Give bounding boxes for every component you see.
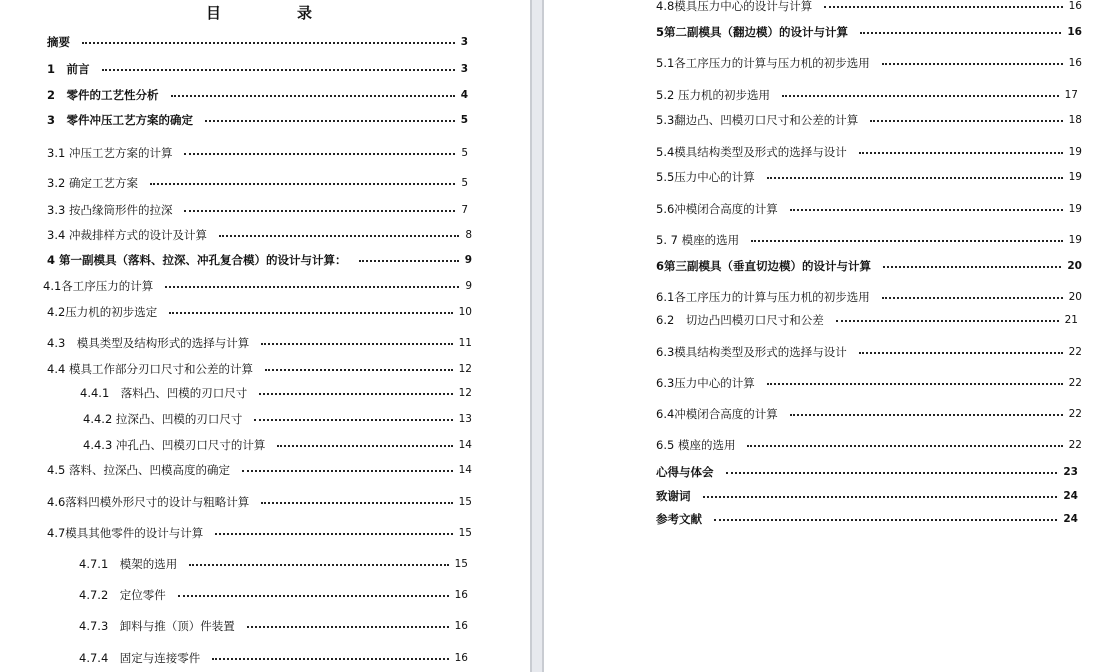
toc-entry-page-number: 11 — [458, 337, 472, 349]
toc-entry-page-number: 5 — [460, 114, 468, 126]
toc-entry-page-number: 16 — [1068, 0, 1082, 12]
toc-entry[interactable] — [656, 201, 1082, 217]
dot-leader — [751, 240, 1063, 242]
toc-entry[interactable] — [47, 227, 472, 243]
toc-entry[interactable] — [47, 252, 472, 268]
toc-entry-label: 致谢词 — [656, 489, 691, 503]
dot-leader — [782, 95, 1059, 97]
dot-leader — [82, 42, 455, 44]
toc-entry[interactable] — [656, 511, 1078, 527]
toc-entry-label: 4.4.3 冲孔凸、凹模刃口尺寸的计算 — [83, 438, 266, 452]
dot-leader — [882, 297, 1063, 299]
toc-entry-label: 4.4.1 落料凸、凹模的刃口尺寸 — [80, 386, 248, 400]
toc-entry[interactable] — [656, 464, 1078, 480]
dot-leader — [184, 153, 455, 155]
toc-entry[interactable] — [47, 175, 468, 191]
page-edge — [530, 0, 532, 672]
dot-leader — [790, 414, 1063, 416]
toc-entry[interactable] — [47, 145, 468, 161]
toc-entry-page-number: 9 — [464, 254, 472, 266]
toc-entry-page-number: 10 — [458, 306, 472, 318]
dot-leader — [189, 564, 448, 566]
dot-leader — [205, 120, 455, 122]
dot-leader — [726, 472, 1058, 474]
toc-entry[interactable] — [656, 406, 1082, 422]
dot-leader — [171, 95, 455, 97]
toc-entry-page-number: 22 — [1068, 377, 1082, 389]
toc-entry[interactable] — [79, 587, 468, 603]
toc-entry-page-number: 16 — [454, 589, 468, 601]
toc-entry-page-number: 24 — [1063, 513, 1078, 525]
toc-entry[interactable] — [656, 24, 1082, 40]
dot-leader — [790, 209, 1063, 211]
toc-entry-label: 6.3模具结构类型及形式的选择与设计 — [656, 345, 847, 359]
toc-entry-label: 2 零件的工艺性分析 — [47, 88, 159, 102]
toc-entry[interactable] — [43, 278, 472, 294]
toc-entry-page-number: 4 — [460, 89, 468, 101]
toc-entry-label: 3.3 按凸缘筒形件的拉深 — [47, 203, 173, 217]
toc-entry[interactable] — [47, 87, 468, 103]
toc-entry-page-number: 18 — [1068, 114, 1082, 126]
dot-leader — [215, 533, 452, 535]
toc-entry-page-number: 16 — [1068, 57, 1082, 69]
toc-entry-page-number: 3 — [460, 36, 468, 48]
toc-entry-label: 4.7.1 模架的选用 — [79, 557, 178, 571]
toc-title — [206, 2, 312, 23]
toc-entry[interactable] — [656, 169, 1082, 185]
toc-entry-page-number: 15 — [454, 558, 468, 570]
toc-entry-label: 6.4冲模闭合高度的计算 — [656, 407, 778, 421]
dot-leader — [859, 152, 1063, 154]
toc-entry-label: 摘要 — [47, 35, 70, 49]
dot-leader — [242, 470, 453, 472]
toc-entry-label: 3.4 冲裁排样方式的设计及计算 — [47, 228, 207, 242]
toc-entry[interactable] — [79, 618, 468, 634]
dot-leader — [169, 312, 452, 314]
toc-entry-label: 5.1各工序压力的计算与压力机的初步选用 — [656, 56, 870, 70]
toc-entry[interactable] — [47, 304, 472, 320]
toc-entry-page-number: 9 — [465, 280, 472, 292]
toc-entry-page-number: 16 — [1067, 26, 1082, 38]
toc-entry[interactable] — [656, 344, 1082, 360]
toc-entry-label: 心得与体会 — [656, 465, 714, 479]
document-page-left — [0, 0, 530, 672]
dot-leader — [359, 260, 459, 262]
dot-leader — [703, 496, 1058, 498]
dot-leader — [165, 286, 459, 288]
toc-entry-page-number: 22 — [1068, 408, 1082, 420]
dot-leader — [178, 595, 449, 597]
dot-leader — [883, 266, 1061, 268]
toc-entry-label: 6.3压力中心的计算 — [656, 376, 755, 390]
toc-entry-page-number: 19 — [1068, 171, 1082, 183]
dot-leader — [747, 445, 1062, 447]
toc-entry-label: 1 前言 — [47, 62, 90, 76]
dot-leader — [102, 69, 455, 71]
toc-entry[interactable] — [79, 650, 468, 666]
toc-entry-label: 4.5 落料、拉深凸、凹模高度的确定 — [47, 463, 230, 477]
dot-leader — [247, 626, 449, 628]
toc-entry-label: 6.5 模座的选用 — [656, 438, 736, 452]
toc-entry-label: 4.7.4 固定与连接零件 — [79, 651, 201, 665]
toc-entry-label: 4 第一副模具（落料、拉深、冲孔复合模）的设计与计算： — [47, 253, 347, 267]
toc-entry-label: 5. 7 模座的选用 — [656, 233, 740, 247]
dot-leader — [277, 445, 452, 447]
toc-entry-label: 5.5压力中心的计算 — [656, 170, 755, 184]
toc-entry[interactable] — [47, 112, 468, 128]
toc-entry-page-number: 22 — [1068, 439, 1082, 451]
toc-entry-page-number: 5 — [461, 177, 468, 189]
dot-leader — [261, 502, 452, 504]
toc-entry-page-number: 5 — [461, 147, 468, 159]
dot-leader — [265, 369, 453, 371]
dot-leader — [254, 419, 452, 421]
toc-entry[interactable] — [83, 437, 472, 453]
dot-leader — [261, 343, 452, 345]
toc-entry[interactable] — [80, 385, 472, 401]
toc-entry[interactable] — [656, 0, 1082, 14]
toc-entry-label: 4.7.2 定位零件 — [79, 588, 166, 602]
toc-entry-label: 4.3 模具类型及结构形式的选择与计算 — [47, 336, 250, 350]
toc-entry-page-number: 20 — [1068, 291, 1082, 303]
toc-entry-label: 4.4 模具工作部分刃口尺寸和公差的计算 — [47, 362, 253, 376]
toc-entry-page-number: 15 — [458, 527, 472, 539]
toc-entry-label: 6.2 切边凸凹模刃口尺寸和公差 — [656, 313, 824, 327]
toc-entry[interactable] — [656, 258, 1082, 274]
toc-entry-page-number: 17 — [1064, 89, 1078, 101]
dot-leader — [882, 63, 1063, 65]
toc-entry-label: 4.2压力机的初步选定 — [47, 305, 158, 319]
toc-entry-page-number: 23 — [1063, 466, 1078, 478]
toc-entry[interactable] — [656, 312, 1078, 328]
toc-entry-page-number: 21 — [1064, 314, 1078, 326]
toc-entry-label: 6第三副模具（垂直切边模）的设计与计算 — [656, 259, 871, 273]
toc-entry[interactable] — [47, 34, 468, 50]
dot-leader — [212, 658, 448, 660]
toc-entry[interactable] — [656, 488, 1078, 504]
toc-entry[interactable] — [47, 525, 472, 541]
toc-entry-label: 4.1各工序压力的计算 — [43, 279, 154, 293]
toc-entry-label: 5.6冲模闭合高度的计算 — [656, 202, 778, 216]
dot-leader — [219, 235, 459, 237]
dot-leader — [150, 183, 455, 185]
toc-entry[interactable] — [656, 87, 1078, 103]
dot-leader — [259, 393, 452, 395]
dot-leader — [824, 6, 1062, 8]
dot-leader — [859, 352, 1063, 354]
toc-entry-label: 4.8模具压力中心的设计与计算 — [656, 0, 813, 13]
toc-entry[interactable] — [83, 411, 472, 427]
toc-entry[interactable] — [47, 361, 472, 377]
toc-title-part-2: 录 — [297, 4, 313, 22]
toc-entry-page-number: 14 — [458, 439, 472, 451]
toc-entry-label: 4.7模具其他零件的设计与计算 — [47, 526, 204, 540]
dot-leader — [870, 120, 1062, 122]
toc-entry-page-number: 24 — [1063, 490, 1078, 502]
toc-entry-label: 3.1 冲压工艺方案的计算 — [47, 146, 173, 160]
toc-entry[interactable] — [47, 61, 468, 77]
toc-entry-label: 4.6落料凹模外形尺寸的设计与粗略计算 — [47, 495, 250, 509]
dot-leader — [767, 177, 1063, 179]
toc-entry-page-number: 20 — [1067, 260, 1082, 272]
toc-entry[interactable] — [656, 55, 1082, 71]
toc-entry-label: 5.4模具结构类型及形式的选择与设计 — [656, 145, 847, 159]
toc-entry-label: 4.7.3 卸料与推（顶）件装置 — [79, 619, 235, 633]
toc-entry-page-number: 12 — [458, 363, 472, 375]
toc-entry[interactable] — [47, 462, 472, 478]
toc-entry-page-number: 22 — [1068, 346, 1082, 358]
toc-entry-label: 3.2 确定工艺方案 — [47, 176, 138, 190]
toc-entry-page-number: 3 — [460, 63, 468, 75]
toc-entry[interactable] — [79, 556, 468, 572]
document-page-right — [544, 0, 1117, 672]
toc-entry[interactable] — [47, 202, 468, 218]
toc-entry[interactable] — [47, 494, 472, 510]
dot-leader — [767, 383, 1063, 385]
toc-entry-page-number: 19 — [1068, 146, 1082, 158]
toc-entry-page-number: 15 — [458, 496, 472, 508]
toc-entry-page-number: 19 — [1068, 234, 1082, 246]
toc-entry[interactable] — [656, 112, 1082, 128]
toc-entry-page-number: 14 — [458, 464, 472, 476]
toc-entry-page-number: 12 — [458, 387, 472, 399]
toc-entry-label: 6.1各工序压力的计算与压力机的初步选用 — [656, 290, 870, 304]
toc-entry[interactable] — [656, 144, 1082, 160]
dot-leader — [860, 32, 1061, 34]
toc-entry[interactable] — [47, 335, 472, 351]
dot-leader — [836, 320, 1059, 322]
dot-leader — [184, 210, 455, 212]
toc-entry-label: 3 零件冲压工艺方案的确定 — [47, 113, 194, 127]
toc-entry-page-number: 16 — [454, 620, 468, 632]
toc-entry[interactable] — [656, 437, 1082, 453]
toc-entry-label: 参考文献 — [656, 512, 702, 526]
toc-entry-page-number: 19 — [1068, 203, 1082, 215]
toc-entry[interactable] — [656, 289, 1082, 305]
toc-entry[interactable] — [656, 232, 1082, 248]
toc-entry-page-number: 7 — [461, 204, 468, 216]
dot-leader — [714, 519, 1057, 521]
toc-title-part-1: 目 — [206, 4, 222, 22]
toc-entry-label: 5.3翻边凸、凹模刃口尺寸和公差的计算 — [656, 113, 859, 127]
toc-entry-page-number: 8 — [465, 229, 472, 241]
toc-entry-label: 5第二副模具（翻边模）的设计与计算 — [656, 25, 848, 39]
toc-entry-page-number: 13 — [458, 413, 472, 425]
toc-entry-page-number: 16 — [454, 652, 468, 664]
toc-entry-label: 5.2 压力机的初步选用 — [656, 88, 770, 102]
toc-entry[interactable] — [656, 375, 1082, 391]
toc-entry-label: 4.4.2 拉深凸、凹模的刃口尺寸 — [83, 412, 243, 426]
